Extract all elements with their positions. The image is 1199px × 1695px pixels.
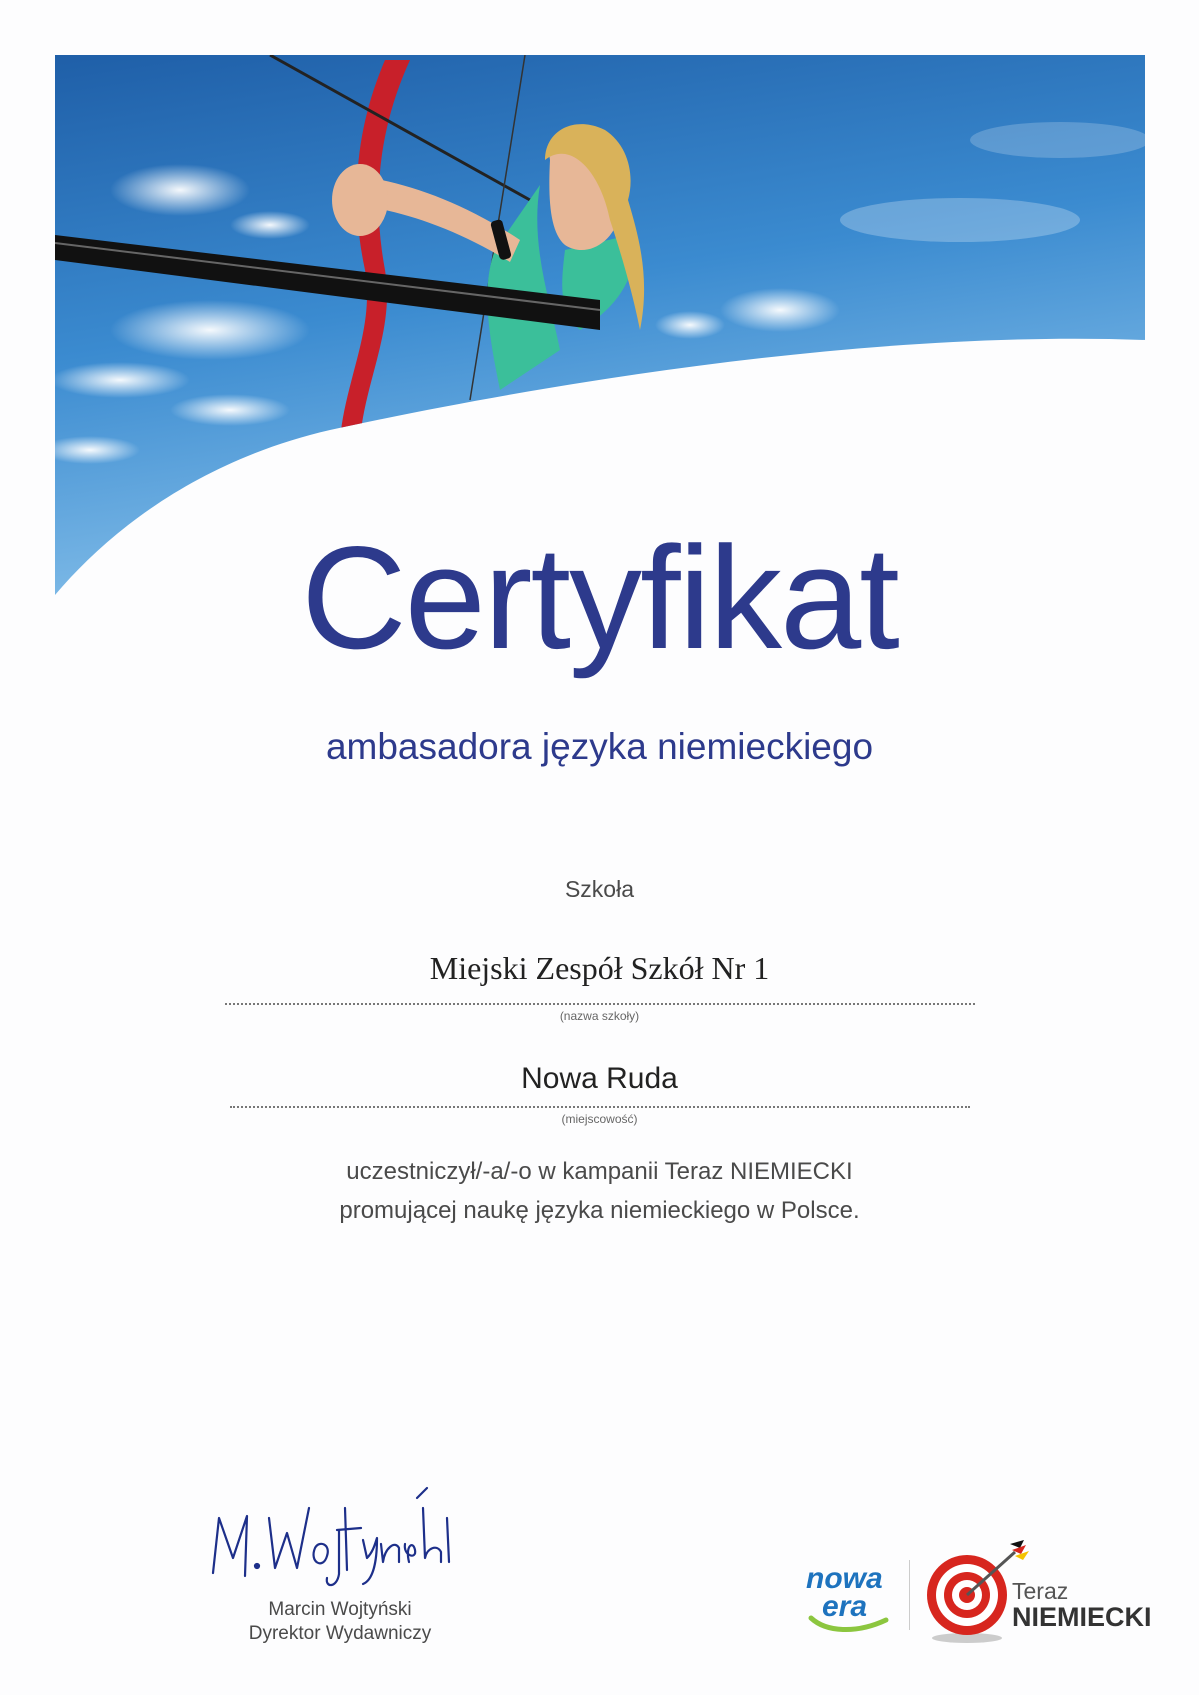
place-name-dotted-line [230,1106,970,1108]
certificate-title: Certyfikat [301,516,898,679]
place-name-caption: (miejscowość) [561,1112,638,1126]
certificate-subtitle: ambasadora języka niemieckiego [325,726,874,767]
statement-line-1: uczestniczył/-a/-o w kampanii Teraz NIEMIECKI [346,1158,853,1185]
nowa-era-logo-line-1: nowa [806,1562,883,1595]
logo-divider [909,1560,910,1630]
school-label: Szkoła [564,876,635,902]
place-name-value: Nowa Ruda [521,1062,678,1095]
teraz-logo-line-1: Teraz [1012,1578,1069,1604]
statement-line-2: promującej naukę języka niemieckiego w Polsce. [339,1197,860,1224]
nowa-era-logo [806,1560,906,1640]
school-name-value: Miejski Zespół Szkół Nr 1 [429,950,770,986]
school-name-dotted-line [225,1003,975,1005]
handwritten-signature [205,1478,455,1598]
signer-name: Marcin Wojtyński [268,1599,412,1620]
school-name-caption: (nazwa szkoły) [559,1009,640,1023]
signer-role: Dyrektor Wydawniczy [248,1623,432,1644]
teraz-logo-line-2: NIEMIECKI [1012,1602,1152,1632]
certificate-statement [0,1152,1199,1230]
nowa-era-logo-line-2: era [822,1590,868,1623]
